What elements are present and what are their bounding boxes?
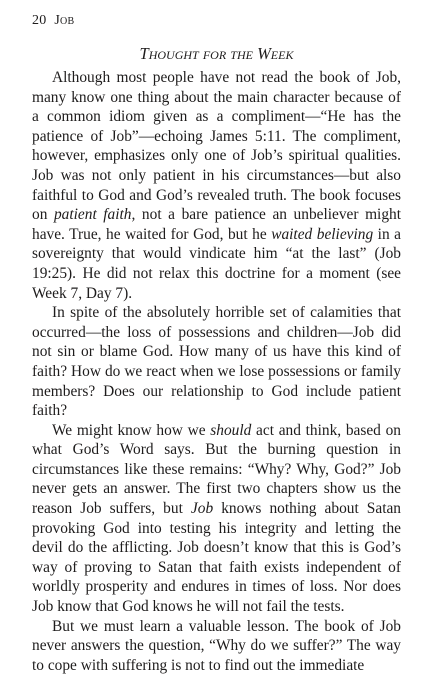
text-run: in a sovereignty that would vindicate him “at the last” (Job 19:25). He did not relax this doctrine for a moment (see Week 7, Day 7). bbox=[32, 225, 401, 302]
section-title: Thought for the Week bbox=[139, 44, 294, 63]
running-head bbox=[32, 12, 74, 30]
text-run: In spite of the absolutely horrible set of calamities that occurred—the loss of possessions and children—Job did not sin or blame God. How many of us have this kind of faith? How do we react when we lose possessions or family members? Does our relationship to God include patient faith? bbox=[32, 304, 401, 420]
text-run: But we must learn a valuable lesson. The book of Job never answers the question, “Why do we suffer?” The way to cope with suffering is not to find out the immediate bbox=[32, 617, 401, 674]
text-run: act and think, based on what God’s Word says. But the burning question in circumstances like these remains: “Why? Why, God?” Job never gets an answer. The first two chapters show us the reason Job suffers, but bbox=[32, 421, 401, 518]
paragraph bbox=[32, 68, 401, 303]
text-run: knows nothing about Satan provoking God into testing his integrity and letting the devil do the afflicting. Job doesn’t know that this is God’s way of proving to Satan that faith exists independent of worldly prosperity and endures in times of loss. Nor does Job know that God knows he will not fail the tests. bbox=[32, 500, 402, 616]
text-run-italic: patient faith, bbox=[53, 206, 136, 224]
paragraph bbox=[32, 303, 401, 421]
text-run-italic: Job bbox=[190, 500, 214, 518]
text-run-italic: should bbox=[210, 421, 252, 439]
text-run: not a bare patience an unbeliever might have. True, he waited for God, but he bbox=[32, 206, 401, 243]
body-text bbox=[32, 68, 401, 675]
running-head-book-title: Job bbox=[54, 13, 75, 28]
paragraph bbox=[32, 617, 401, 675]
page-number: 20 bbox=[32, 13, 47, 28]
paragraph bbox=[32, 421, 401, 617]
text-run: Although most people have not read the book of Job, many know one thing about the main character because of a common idiom given as a compliment—“He has the patience of Job”—echoing James 5:11. The compliment, however, emphasizes only one of Job’s spiritual qualities. Job was not only patient in his circumstances—but also faithful to God and God’s revealed truth. The book focuses on bbox=[32, 69, 401, 224]
text-run: We might know how we bbox=[52, 421, 211, 439]
text-run-italic: waited believing bbox=[271, 225, 374, 243]
